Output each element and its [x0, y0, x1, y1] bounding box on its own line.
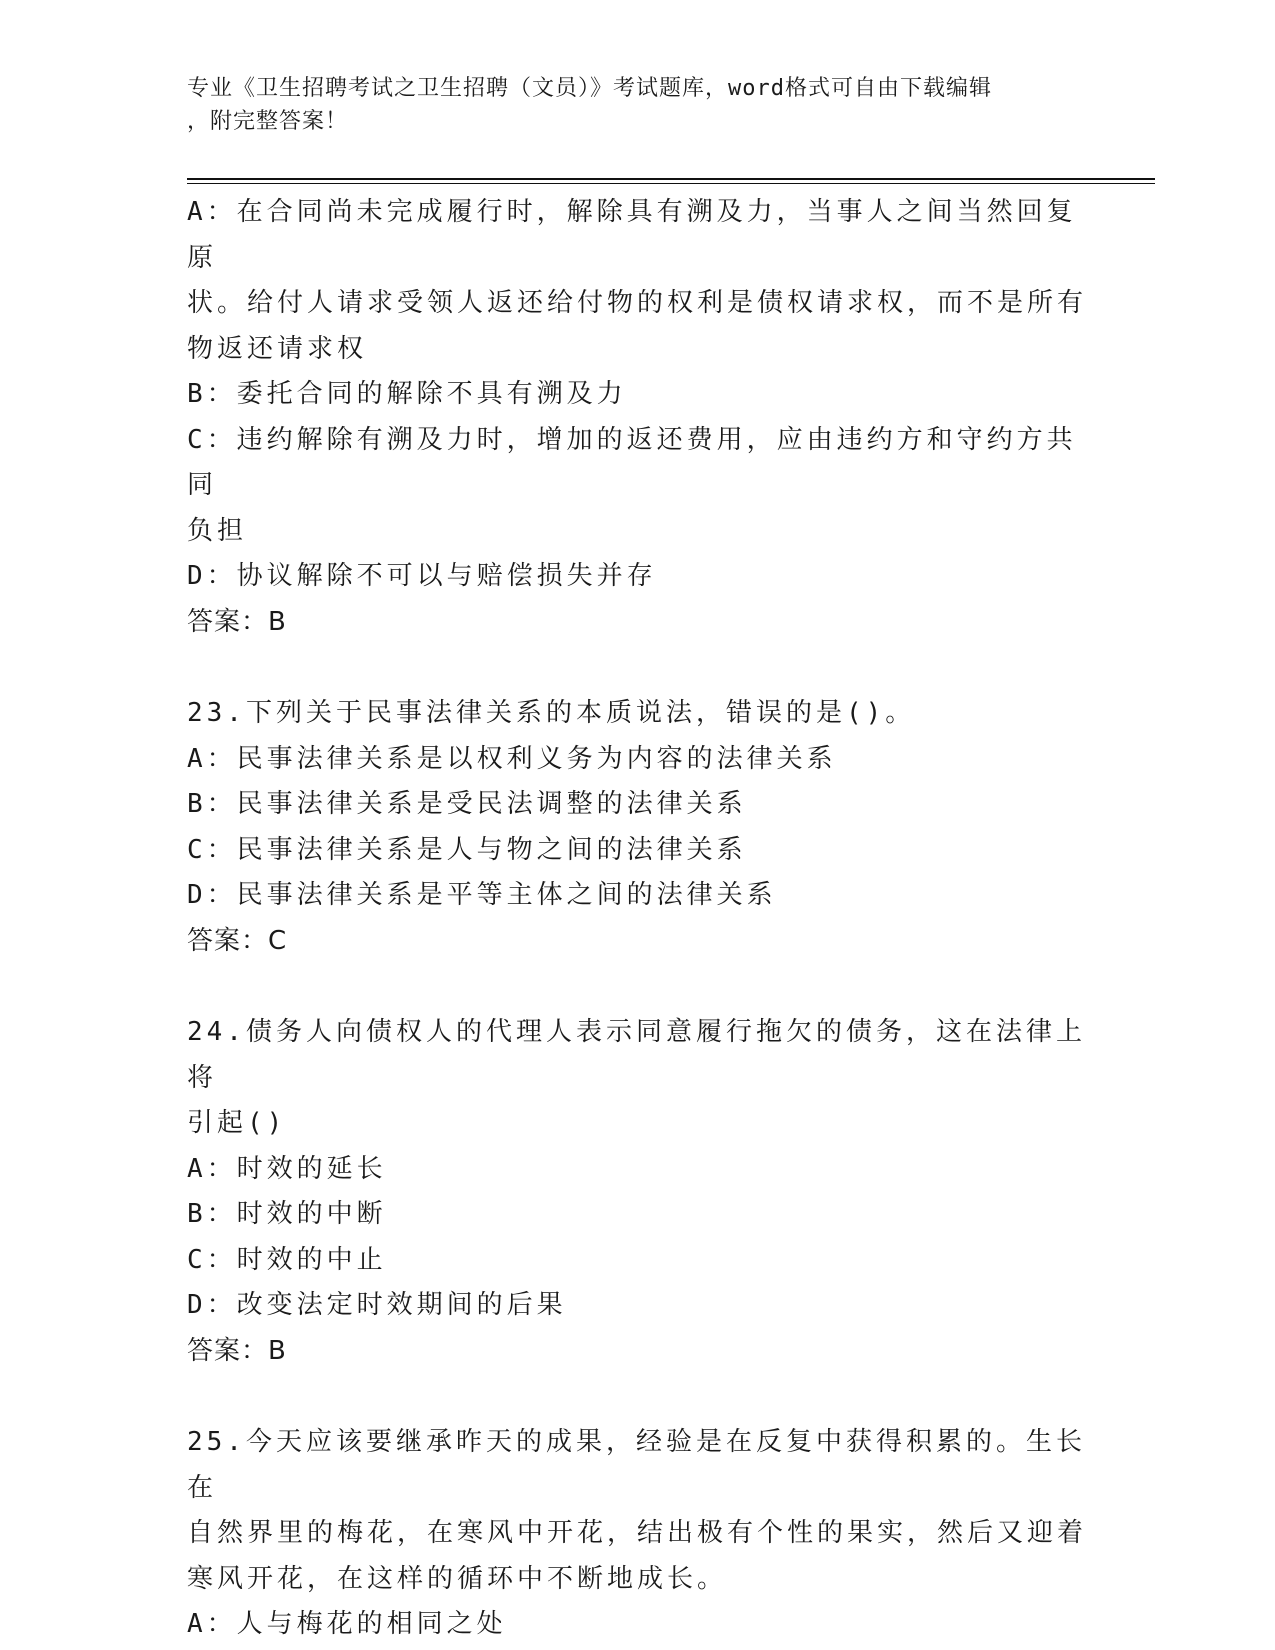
option-a-line-1: A：在合同尚未完成履行时，解除具有溯及力，当事人之间当然回复原: [187, 197, 1077, 273]
question-text: 23.下列关于民事法律关系的本质说法，错误的是()。: [187, 698, 916, 728]
spacer: [187, 645, 1087, 691]
spacer: [187, 964, 1087, 1010]
header-divider-thin: [187, 183, 1155, 184]
option-a-line-2: 状。给付人请求受领人返还给付物的权利是债权请求权，而不是所有: [187, 288, 1088, 318]
option-b: B：时效的中断: [187, 1199, 387, 1229]
question-22-options: [187, 190, 1087, 645]
answer: 答案：B: [187, 606, 287, 637]
option-a: A：人与梅花的相同之处: [187, 1609, 507, 1639]
option-c-line-2: 负担: [187, 515, 248, 546]
option-d: D：协议解除不可以与赔偿损失并存: [187, 561, 657, 591]
option-d: D：民事法律关系是平等主体之间的法律关系: [187, 880, 777, 910]
option-c: C：时效的中止: [187, 1244, 387, 1275]
header-line-2: ，附完整答案！: [187, 109, 349, 134]
question-23: [187, 691, 1087, 964]
question-text-line-1: 25.今天应该要继承昨天的成果，经验是在反复中获得积累的。生长在: [187, 1427, 1086, 1503]
option-c: C：民事法律关系是人与物之间的法律关系: [187, 834, 747, 865]
question-text-line-1: 24.债务人向债权人的代理人表示同意履行拖欠的债务，这在法律上将: [187, 1017, 1086, 1093]
question-list: [187, 190, 1087, 1648]
spacer: [187, 1374, 1087, 1420]
option-c-line-1: C：违约解除有溯及力时，增加的返还费用，应由违约方和守约方共同: [187, 424, 1077, 500]
header-line-1: 专业《卫生招聘考试之卫生招聘（文员）》考试题库，word格式可自由下载编辑: [187, 76, 992, 101]
question-24: [187, 1010, 1087, 1374]
header-divider-thick: [187, 178, 1155, 180]
option-a: A：时效的延长: [187, 1153, 387, 1184]
option-a: A：民事法律关系是以权利义务为内容的法律关系: [187, 743, 837, 774]
answer: 答案：C: [187, 925, 288, 956]
option-a-line-3: 物返还请求权: [187, 333, 368, 364]
option-d: D：改变法定时效期间的后果: [187, 1290, 567, 1320]
answer: 答案：B: [187, 1335, 287, 1366]
question-text-line-2: 自然界里的梅花，在寒风中开花，结出极有个性的果实，然后又迎着: [187, 1518, 1088, 1548]
document-header: [187, 72, 1087, 138]
option-b: B：委托合同的解除不具有溯及力: [187, 379, 627, 409]
question-text-line-3: 寒风开花，在这样的循环中不断地成长。: [187, 1563, 728, 1594]
question-25: [187, 1420, 1087, 1648]
option-b: B：民事法律关系是受民法调整的法律关系: [187, 789, 747, 819]
question-text-line-2: 引起(): [187, 1108, 287, 1138]
